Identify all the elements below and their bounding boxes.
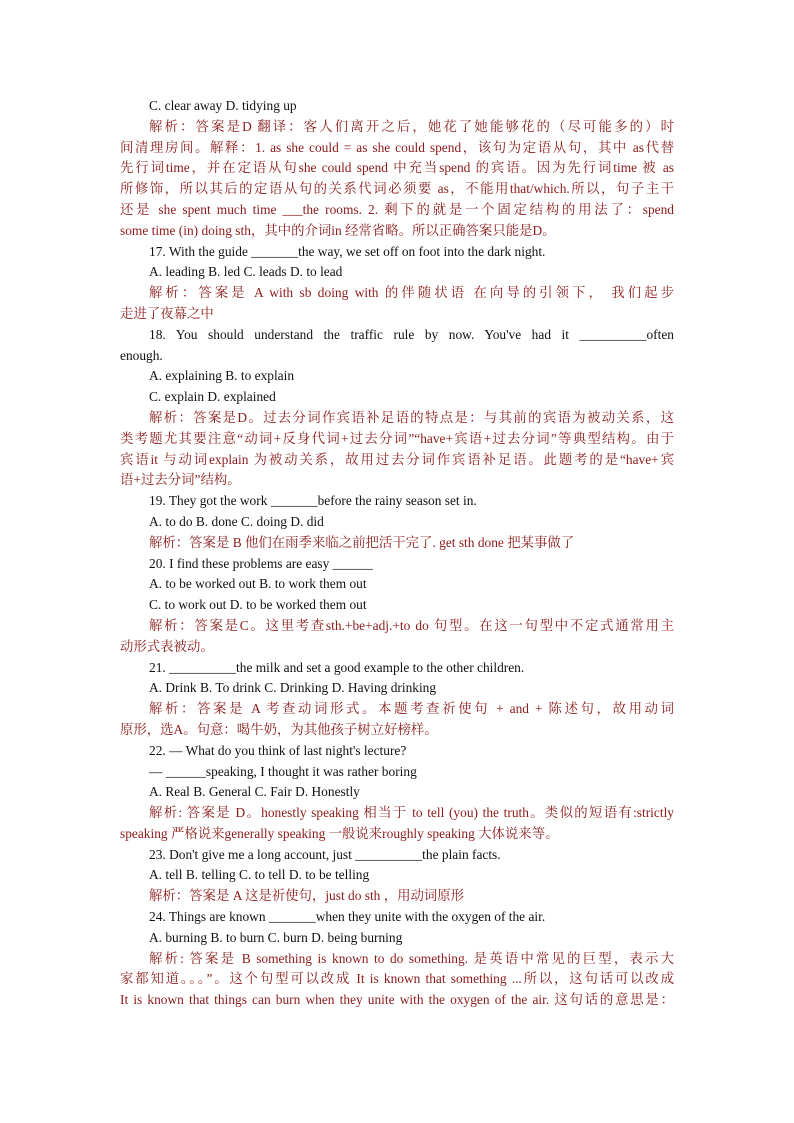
- question-line: A. leading B. led C. leads D. to lead: [149, 264, 343, 280]
- explanation-line: 解析：答案是 B 他们在雨季来临之前把活干完了. get sth done 把某事做了: [149, 534, 575, 550]
- question-line: 23. Don't give me a long account, just __________the plain facts.: [149, 846, 501, 862]
- explanation-line: speaking 严格说来generally speaking 一般说来roughly speaking 大体说来等。: [120, 825, 559, 841]
- question-line: enough.: [120, 347, 163, 363]
- question-line: A. Real B. General C. Fair D. Honestly: [149, 784, 360, 800]
- question-line: 21. __________the milk and set a good example to the other children.: [149, 659, 525, 675]
- explanation-line: 语+过去分词”结构。: [120, 472, 241, 488]
- explanation-line: 类考题尤其要注意“动词+反身代词+过去分词”“have+宾语+过去分词”等典型结构。由于: [120, 430, 674, 446]
- explanation-line: 还是 she spent much time ___the rooms. 2. 剩下的就是一个固定结构的用法了：spend: [120, 201, 674, 217]
- explanation-line: 原形，选A。句意：喝牛奶，为其他孩子树立好榜样。: [120, 721, 438, 737]
- explanation-line: 解析：答案是 A with sb doing with 的伴随状语 在向导的引领下， 我们起步: [149, 285, 674, 301]
- question-line: 18. You should understand the traffic rule by now. You've had it __________often: [149, 326, 674, 342]
- question-line: A. burning B. to burn C. burn D. being burning: [149, 929, 403, 945]
- explanation-line: 解析：答案是D。过去分词作宾语补足语的特点是：与其前的宾语为被动关系，这: [149, 409, 674, 425]
- question-line: C. clear away D. tidying up: [149, 98, 297, 113]
- question-line: A. Drink B. To drink C. Drinking D. Having drinking: [149, 680, 437, 696]
- question-line: A. to do B. done C. doing D. did: [149, 513, 324, 529]
- explanation-line: 解析: 答案是 B something is known to do something. 是英语中常见的巨型，表示大: [149, 950, 674, 966]
- question-line: A. to be worked out B. to work them out: [149, 576, 367, 592]
- explanation-line: 宾语it 与动词explain 为被动关系，故用过去分词作宾语补足语。此题考的是“have+宾: [120, 451, 674, 467]
- explanation-line: 间清理房间。解释：1. as she could = as she could spend，该句为定语从句，其中 as代替: [120, 139, 674, 155]
- explanation-line: 先行词time，并在定语从句she could spend 中充当spend 的宾语。因为先行词time 被 as: [120, 160, 674, 176]
- explanation-line: It is known that things can burn when they unite with the oxygen of the air. 这句话的意思是：: [120, 992, 674, 1008]
- explanation-line: 解析：答案是 A 这是祈使句，just do sth ，用动词原形: [149, 888, 465, 904]
- explanation-line: 家都知道。。。”。这个句型可以改成 It is known that something ...所以，这句话可以改成: [120, 971, 674, 987]
- question-line: C. to work out D. to be worked them out: [149, 597, 367, 613]
- explanation-line: 所修饰，所以其后的定语从句的关系代词必须要 as，不能用that/which.所以，句子主干: [120, 181, 674, 197]
- explanation-line: 走进了夜幕之中: [120, 305, 214, 321]
- question-line: C. explain D. explained: [149, 389, 276, 405]
- question-line: 19. They got the work _______before the rainy season set in.: [149, 493, 477, 509]
- question-line: 17. With the guide _______the way, we set off on foot into the dark night.: [149, 243, 546, 259]
- explanation-line: 解析: 答案是 D。honestly speaking 相当于 to tell (you) the truth。类似的短语有:strictly: [149, 805, 674, 821]
- explanation-line: 动形式表被动。: [120, 638, 214, 654]
- question-line: A. explaining B. to explain: [149, 368, 295, 384]
- explanation-line: 解析：答案是C。这里考查sth.+be+adj.+to do 句型。在这一句型中不定式通常用主: [149, 617, 674, 633]
- question-line: — ______speaking, I thought it was rather boring: [149, 763, 417, 779]
- explanation-line: some time (in) doing sth，其中的介词in 经常省略。所以正确答案只能是D。: [120, 222, 556, 238]
- question-line: A. tell B. telling C. to tell D. to be telling: [149, 867, 370, 883]
- question-line: 24. Things are known _______when they unite with the oxygen of the air.: [149, 909, 546, 925]
- question-line: 22. — What do you think of last night's lecture?: [149, 742, 407, 758]
- question-line: 20. I find these problems are easy ______: [149, 555, 373, 571]
- document-page: [120, 96, 674, 1011]
- explanation-line: 解析：答案是 A 考查动词形式。本题考查祈使句 + and + 陈述句，故用动词: [149, 701, 674, 717]
- explanation-line: 解析：答案是D 翻译：客人们离开之后，她花了她能够花的（尽可能多的）时: [149, 118, 674, 134]
